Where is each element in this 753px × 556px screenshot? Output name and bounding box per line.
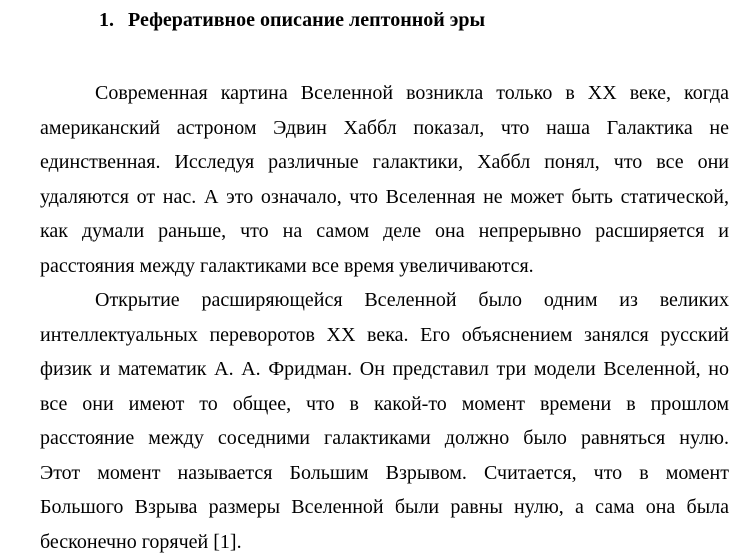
heading-title: Реферативное описание лептонной эры — [128, 9, 486, 31]
text-line: интеллектуальных переворотов XX века. Его объяснением занялся русский — [40, 323, 729, 346]
document-body — [40, 76, 729, 556]
text-line: удаляются от нас. А это означало, что Вселенная не может быть статической, — [40, 185, 729, 208]
text-line: бесконечно горячей [1]. — [40, 530, 242, 553]
text-line: физик и математик А. А. Фридман. Он представил три модели Вселенной, но — [40, 358, 729, 380]
section-heading — [99, 7, 485, 33]
text-line: американский астроном Эдвин Хаббл показал, что наша Галактика не — [40, 116, 729, 139]
text-line: расстояния между галактиками все время увеличиваются. — [40, 254, 534, 277]
paragraph-hubble — [40, 76, 729, 283]
text-line: расстояние между соседними галактиками должно было равняться нулю. — [40, 427, 729, 449]
text-line: Открытие расширяющейся Вселенной было одним из великих — [95, 289, 729, 311]
paragraph-friedmann — [40, 283, 729, 556]
heading-number: 1. — [99, 9, 114, 31]
text-line: все они имеют то общее, что в какой-то момент времени в прошлом — [40, 392, 729, 415]
text-line: Большого Взрыва размеры Вселенной были равны нулю, а сама она была — [40, 496, 729, 518]
text-line: Этот момент называется Большим Взрывом. Считается, что в момент — [40, 461, 729, 484]
text-line: единственная. Исследуя различные галактики, Хаббл понял, что все они — [40, 151, 729, 173]
text-line: Современная картина Вселенной возникла только в XX веке, когда — [95, 82, 729, 104]
text-line: как думали раньше, что на самом деле она непрерывно расширяется и — [40, 220, 729, 242]
